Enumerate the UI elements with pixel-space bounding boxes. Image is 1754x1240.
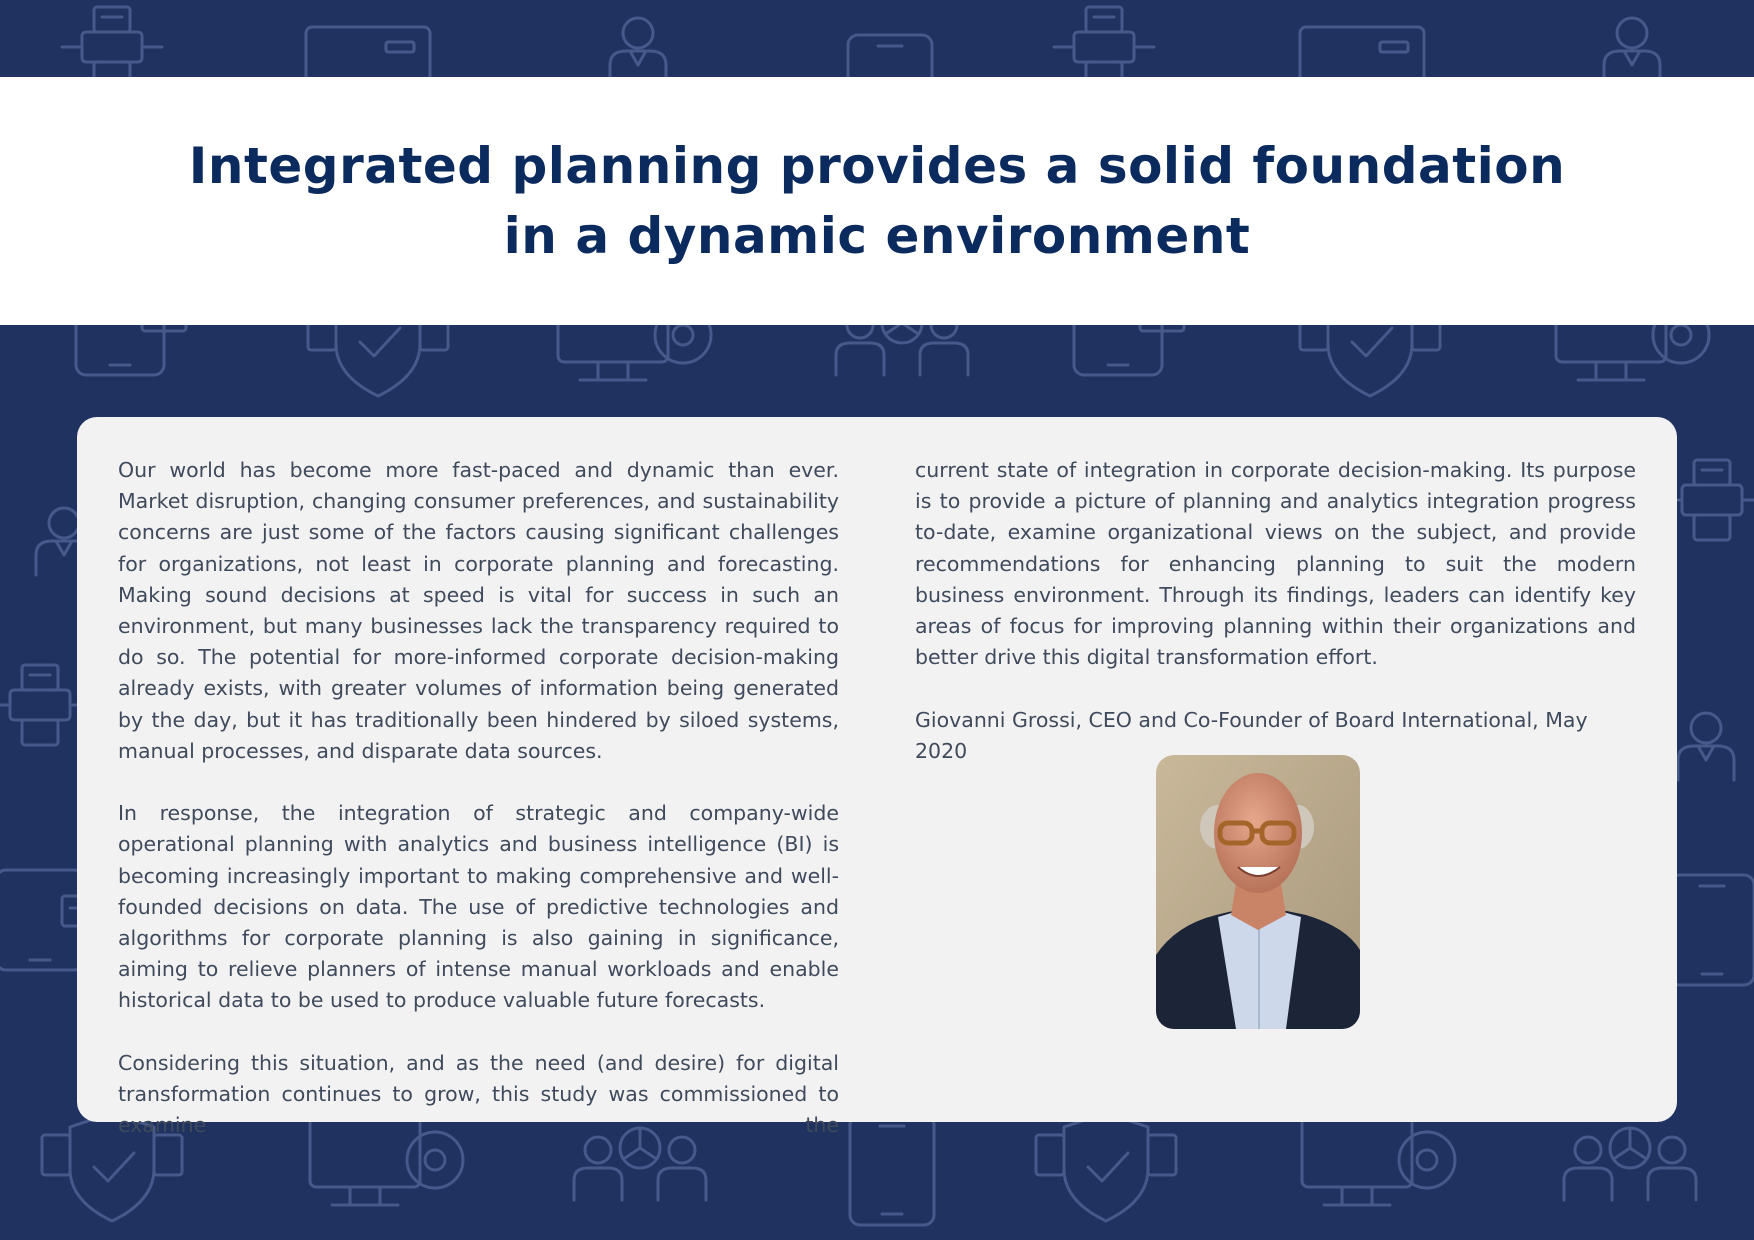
signature: Giovanni Grossi, CEO and Co-Founder of Board International, May 2020 <box>915 707 1588 763</box>
right-column <box>915 455 1636 798</box>
left-column <box>118 455 839 1141</box>
title-line-1: Integrated planning provides a solid foundation <box>188 137 1566 195</box>
paragraph-1: Our world has become more fast-paced and dynamic than ever. Market disruption, changing consumer preferences, and sustainability concerns are just some of the factors causing significant challenges for organizations, not least in corporate planning and forecasting. Making sound decisions at speed is vital for success in such an environment, but many businesses lack the transparency required to do so. The potential for more-informed corporate decision-making already exists, with greater volumes of information being generated by the day, but it has traditionally been hindered by siloed systems, manual processes, and disparate data sources. <box>118 458 839 763</box>
paragraph-2: In response, the integration of strategic and company-wide operational planning with analytics and business intelligence (BI) is becoming increasingly important to making comprehensive and well-founded decisions on data. The use of predictive technologies and algorithms for corporate planning is also gaining in significance, aiming to relieve planners of intense manual workloads and enable historical data to be used to produce valuable future forecasts. <box>118 801 839 1013</box>
paragraph-4: current state of integration in corporate decision-making. Its purpose is to provide a picture of planning and analytics integration progress to-date, examine organizational views on the subject, and provide recommendations for enhancing planning to suit the modern business environment. Through its findings, leaders can identify key areas of focus for improving planning within their organizations and better drive this digital transformation effort. <box>915 458 1636 670</box>
ceo-portrait-photo <box>1156 755 1360 1029</box>
content-card <box>77 417 1677 1138</box>
title-line-2: in a dynamic environment <box>503 207 1251 265</box>
paragraph-3: Considering this situation, and as the need (and desire) for digital transformation continues to grow, this study was commissioned to examine the <box>118 1050 839 1138</box>
title-band <box>0 77 1754 325</box>
page-title <box>189 131 1565 271</box>
